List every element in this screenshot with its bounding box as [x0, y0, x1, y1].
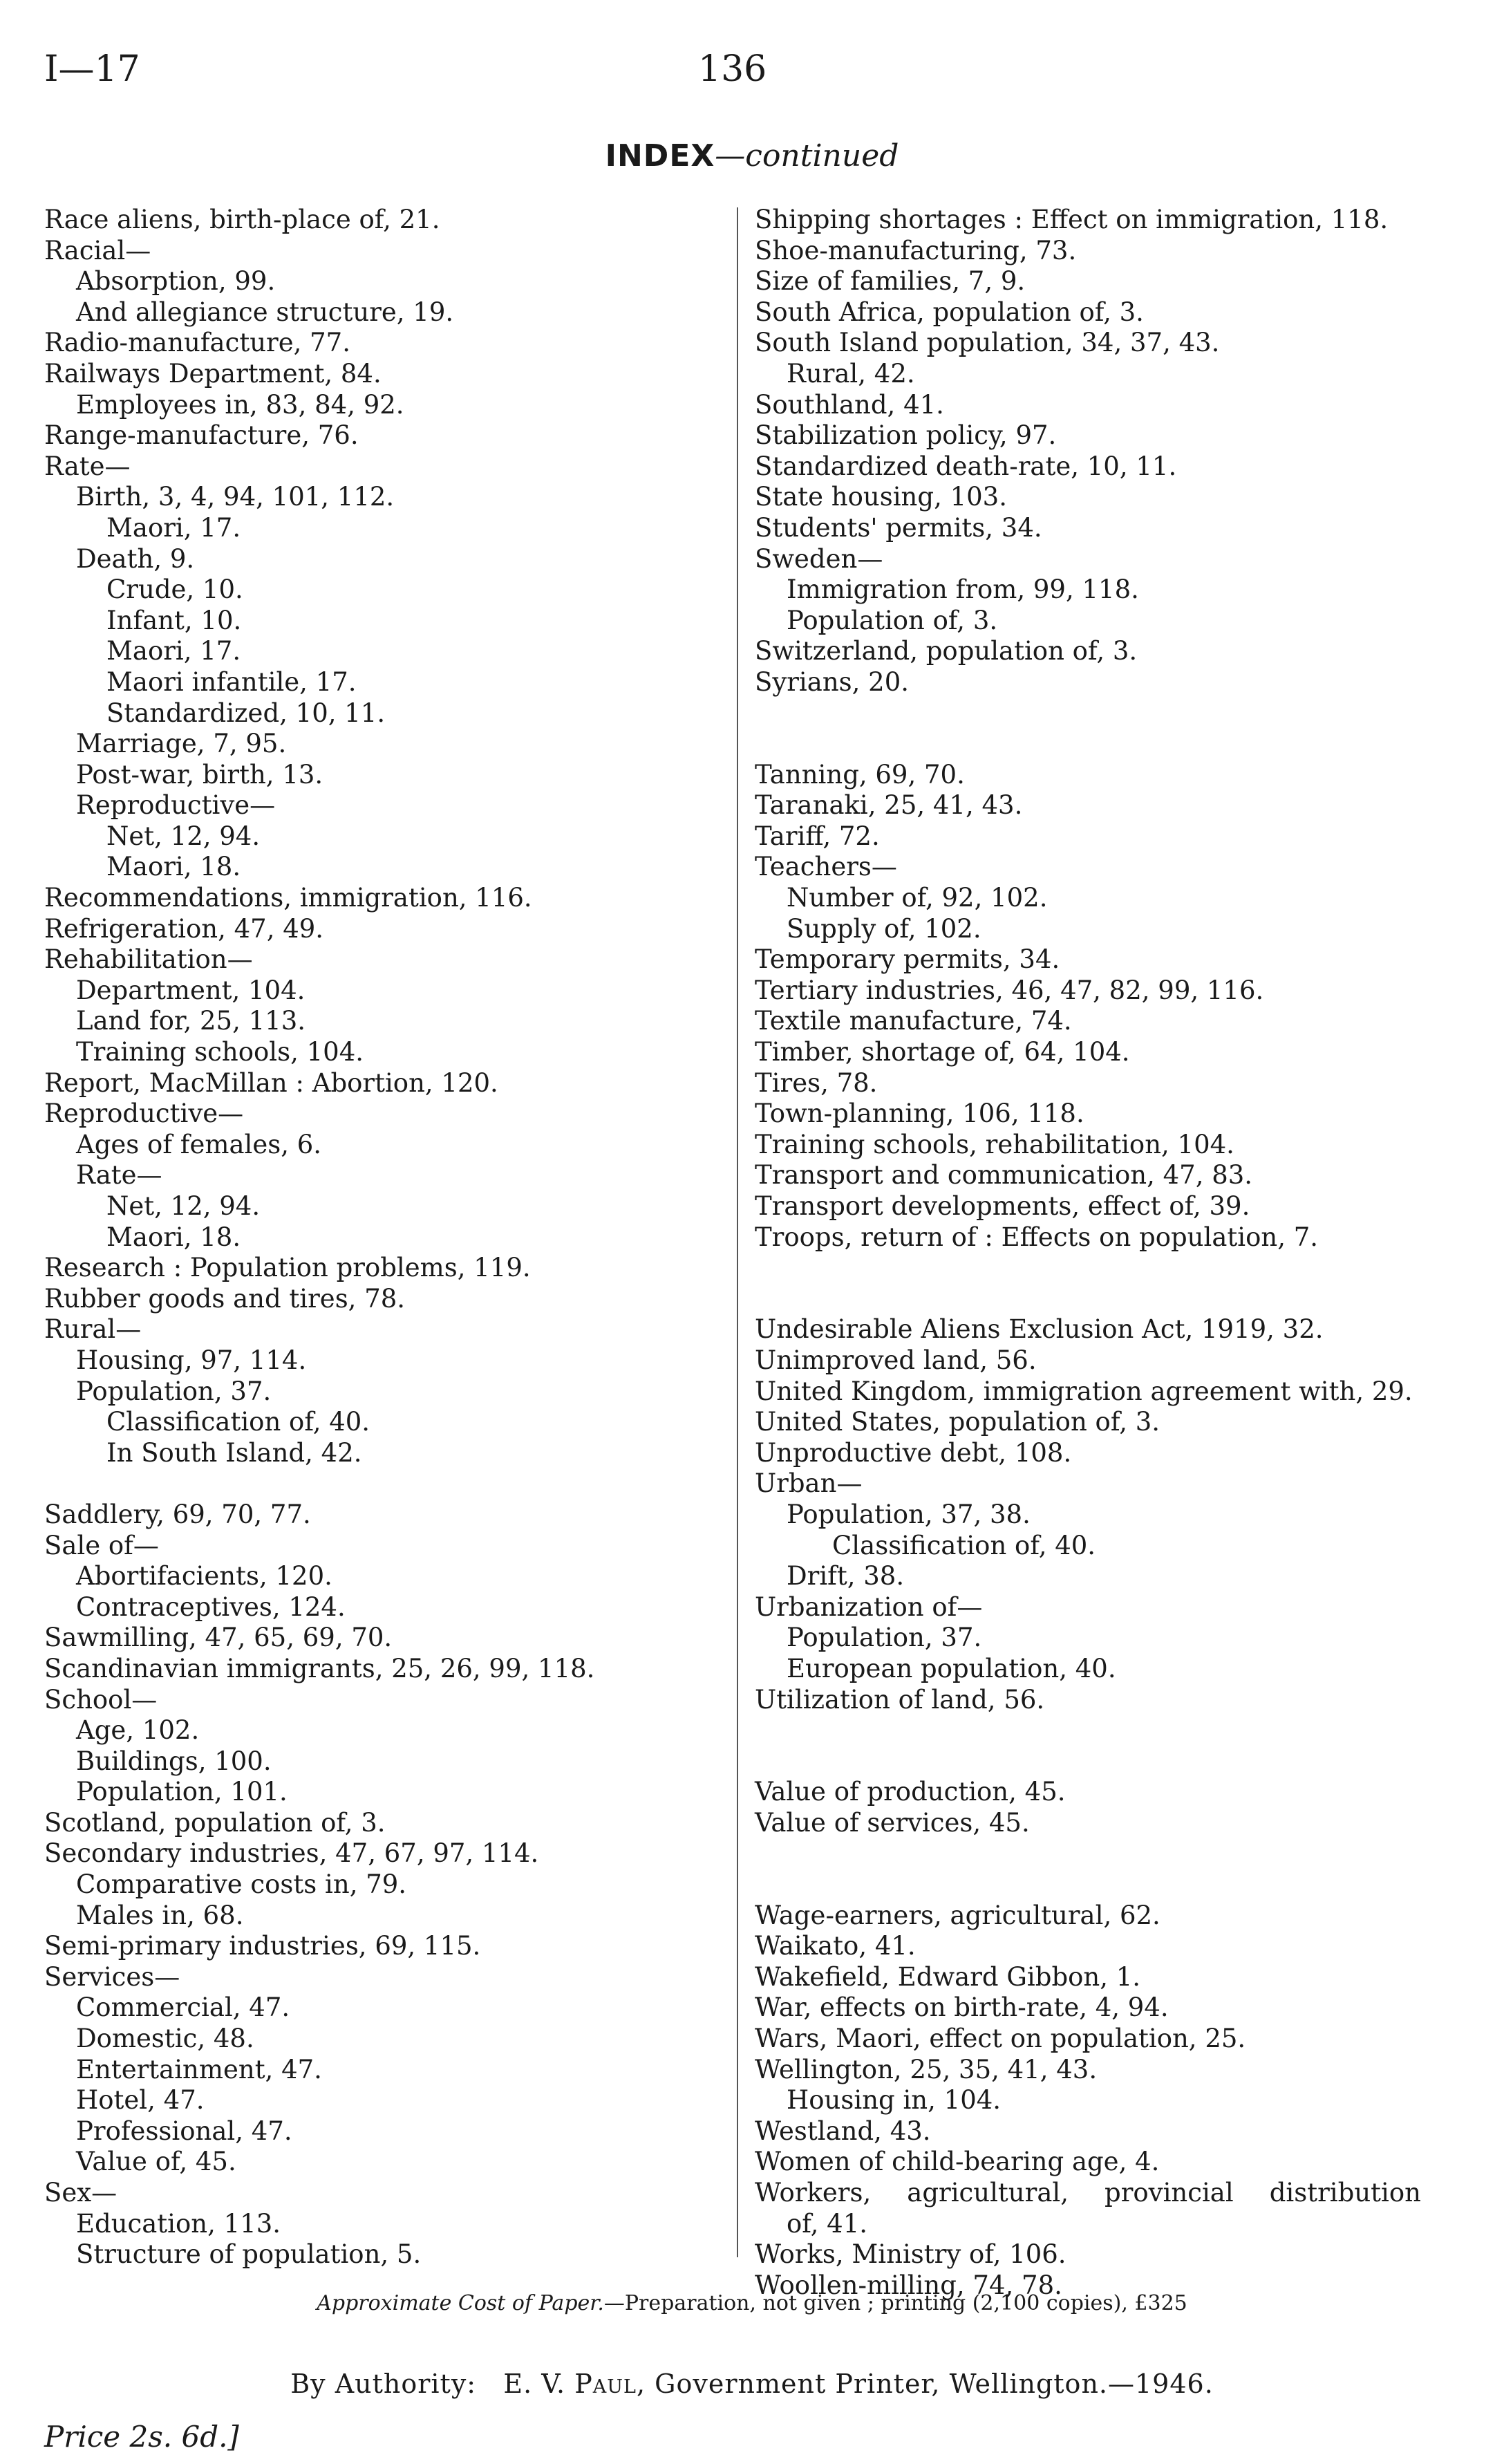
price-label: Price 2s. 6d.]: [44, 2420, 239, 2454]
index-entry: School—: [44, 1684, 158, 1715]
index-subentry: of, 41.: [787, 2208, 868, 2239]
index-subentry: Commercial, 47.: [76, 1992, 290, 2023]
index-entry: Taranaki, 25, 41, 43.: [755, 790, 1023, 821]
index-entry: Size of families, 7, 9.: [755, 266, 1026, 297]
index-entry: Sex—: [44, 2178, 118, 2208]
index-subentry: Drift, 38.: [787, 1561, 905, 1592]
index-subentry: Number of, 92, 102.: [787, 883, 1048, 913]
index-entry: Urban—: [755, 1468, 863, 1499]
printer-initials: E. V.: [503, 2369, 566, 2399]
index-subentry: Entertainment, 47.: [76, 2054, 322, 2084]
index-entry: Value of services, 45.: [755, 1807, 1030, 1838]
index-subentry: Population of, 3.: [787, 605, 998, 635]
index-subentry: Immigration from, 99, 118.: [787, 575, 1139, 605]
index-entry: Urbanization of—: [755, 1592, 983, 1622]
index-subentry: Education, 113.: [76, 2208, 281, 2239]
index-subentry: Population, 37, 38.: [787, 1499, 1031, 1529]
page-number: 136: [698, 48, 767, 90]
index-subentry: In South Island, 42.: [106, 1437, 362, 1468]
index-subentry: Supply of, 102.: [787, 913, 981, 944]
index-subentry: Net, 12, 94.: [106, 1191, 261, 1221]
index-entry: Tariff, 72.: [755, 821, 880, 851]
index-entry: Works, Ministry of, 106.: [755, 2239, 1066, 2270]
index-entry: Troops, return of : Effects on population, 7.: [755, 1222, 1319, 1252]
index-entry: Utilization of land, 56.: [755, 1684, 1045, 1715]
index-entry: Value of production, 45.: [755, 1777, 1066, 1807]
justified-word: Workers,: [755, 2178, 872, 2208]
index-subentry: Rural, 42.: [787, 358, 915, 389]
section-gap: [755, 729, 1432, 760]
section-gap: [755, 1715, 1432, 1746]
printer-surname: Paul: [574, 2369, 637, 2399]
index-entry: Race aliens, birth-place of, 21.: [44, 205, 440, 234]
index-entry: War, effects on birth-rate, 4, 94.: [755, 1992, 1169, 2023]
index-subentry: Hotel, 47.: [76, 2085, 205, 2116]
index-subentry: Contraceptives, 124.: [76, 1592, 346, 1622]
index-entry: Wakefield, Edward Gibbon, 1.: [755, 1961, 1141, 1992]
index-subentry: Maori, 17.: [106, 512, 241, 543]
index-entry: Sale of—: [44, 1530, 159, 1560]
index-entry: Waikato, 41.: [755, 1931, 916, 1961]
index-subentry: Absorption, 99.: [76, 266, 276, 297]
index-entry: Syrians, 20.: [755, 666, 910, 697]
index-subentry: Infant, 10.: [106, 605, 242, 635]
cost-label: Approximate Cost of Paper.: [317, 2291, 604, 2315]
index-subentry: Standardized, 10, 11.: [106, 698, 386, 728]
index-entry: Shoe-manufacturing, 73.: [755, 235, 1077, 265]
cost-text: —Preparation, not given ; printing (2,100 copies), £325: [603, 2291, 1187, 2315]
index-entry: South Africa, population of, 3.: [755, 297, 1144, 327]
index-entry: Tires, 78.: [755, 1067, 878, 1098]
document-code: I—17: [44, 48, 140, 90]
index-entry: Temporary permits, 34.: [755, 944, 1060, 975]
index-column-left: [44, 205, 722, 2270]
index-entry: State housing, 103.: [755, 482, 1007, 512]
index-entry: United Kingdom, immigration agreement with, 29.: [755, 1376, 1413, 1406]
index-entry: Refrigeration, 47, 49.: [44, 913, 324, 944]
index-entry: Undesirable Aliens Exclusion Act, 1919, 32.: [755, 1314, 1324, 1345]
index-entry: Shipping shortages : Effect on immigration, 118.: [755, 205, 1389, 234]
index-entry: Westland, 43.: [755, 2116, 931, 2146]
index-entry: Range-manufacture, 76.: [44, 420, 359, 451]
index-entry: Timber, shortage of, 64, 104.: [755, 1037, 1130, 1067]
index-entry: Sawmilling, 47, 65, 69, 70.: [44, 1623, 393, 1653]
index-entry: [755, 2178, 1432, 2209]
index-subentry: Death, 9.: [76, 543, 195, 574]
index-subentry: Population, 101.: [76, 1777, 288, 1807]
index-subentry: And allegiance structure, 19.: [76, 297, 454, 327]
index-entry: Saddlery, 69, 70, 77.: [44, 1499, 311, 1529]
index-subentry: Employees in, 83, 84, 92.: [76, 389, 404, 420]
index-entry: Rubber goods and tires, 78.: [44, 1283, 406, 1314]
index-subentry: Classification of, 40.: [106, 1407, 370, 1437]
index-entry: Report, MacMillan : Abortion, 120.: [44, 1067, 498, 1098]
index-entry: United States, population of, 3.: [755, 1407, 1160, 1437]
section-gap: [755, 1869, 1432, 1901]
index-subentry: Housing, 97, 114.: [76, 1345, 307, 1375]
index-subentry: Maori, 18.: [106, 1222, 241, 1252]
index-entry: Rate—: [44, 451, 131, 481]
index-entry: Semi-primary industries, 69, 115.: [44, 1931, 481, 1961]
index-entry: Wellington, 25, 35, 41, 43.: [755, 2054, 1098, 2084]
section-gap: [755, 698, 1432, 729]
index-subentry: Housing in, 104.: [787, 2085, 1002, 2116]
index-entry: Services—: [44, 1961, 180, 1992]
index-entry: Racial—: [44, 235, 151, 265]
index-subentry: Training schools, 104.: [76, 1037, 364, 1067]
column-divider: [737, 207, 738, 2257]
index-entry: South Island population, 34, 37, 43.: [755, 328, 1220, 358]
index-subentry: Post-war, birth, 13.: [76, 759, 323, 790]
authority-prefix: By Authority:: [290, 2369, 477, 2399]
index-entry: Textile manufacture, 74.: [755, 1006, 1072, 1036]
index-entry: Students' permits, 34.: [755, 512, 1042, 543]
index-subentry: Structure of population, 5.: [76, 2239, 422, 2270]
index-entry: Southland, 41.: [755, 389, 944, 420]
section-gap: [755, 1746, 1432, 1777]
index-subentry: Birth, 3, 4, 94, 101, 112.: [76, 482, 395, 512]
section-gap: [755, 1838, 1432, 1869]
index-subentry: Abortifacients, 120.: [76, 1561, 332, 1592]
justified-word: provincial: [1104, 2178, 1234, 2208]
index-entry: Unimproved land, 56.: [755, 1345, 1037, 1375]
index-subentry: Maori infantile, 17.: [106, 666, 357, 697]
index-entry: Rural—: [44, 1314, 142, 1345]
index-subentry: Age, 102.: [76, 1715, 200, 1746]
index-heading: [0, 138, 1504, 174]
index-entry: Sweden—: [755, 543, 883, 574]
index-subentry: European population, 40.: [787, 1653, 1116, 1683]
index-entry: Secondary industries, 47, 67, 97, 114.: [44, 1838, 539, 1869]
index-subentry: Rate—: [76, 1160, 162, 1191]
index-subentry: Crude, 10.: [106, 575, 243, 605]
index-title: INDEX: [605, 138, 715, 174]
index-entry: Training schools, rehabilitation, 104.: [755, 1129, 1234, 1159]
index-entry: Transport developments, effect of, 39.: [755, 1191, 1250, 1221]
index-entry: Radio-manufacture, 77.: [44, 328, 350, 358]
index-subentry: Professional, 47.: [76, 2116, 292, 2146]
index-entry: Wars, Maori, effect on population, 25.: [755, 2024, 1246, 2054]
index-entry: Railways Department, 84.: [44, 358, 382, 389]
section-gap: [44, 1468, 722, 1500]
index-subentry: Net, 12, 94.: [106, 821, 261, 851]
index-subentry: Classification of, 40.: [832, 1530, 1096, 1560]
index-entry: Woollen-milling, 74, 78.: [755, 2270, 1062, 2300]
index-subentry: Ages of females, 6.: [76, 1129, 322, 1159]
index-column-right: [755, 205, 1432, 2301]
index-entry: Recommendations, immigration, 116.: [44, 883, 532, 913]
index-entry: Research : Population problems, 119.: [44, 1253, 531, 1283]
index-subentry: Domestic, 48.: [76, 2024, 254, 2054]
index-entry: Transport and communication, 47, 83.: [755, 1160, 1253, 1191]
index-subentry: Males in, 68.: [76, 1900, 244, 1930]
index-subentry: Department, 104.: [76, 975, 306, 1005]
index-subentry: Population, 37.: [76, 1376, 272, 1406]
index-entry: Unproductive debt, 108.: [755, 1437, 1072, 1468]
index-entry: Wage-earners, agricultural, 62.: [755, 1900, 1160, 1930]
index-subentry: Maori, 17.: [106, 636, 241, 666]
justified-word: distribution: [1269, 2178, 1421, 2208]
index-entry: Scotland, population of, 3.: [44, 1807, 386, 1838]
index-subentry: Comparative costs in, 79.: [76, 1869, 407, 1900]
justified-word: agricultural,: [907, 2178, 1069, 2208]
index-subentry: Population, 37.: [787, 1623, 982, 1653]
index-entry: Tertiary industries, 46, 47, 82, 99, 116.: [755, 975, 1264, 1005]
section-gap: [755, 1284, 1432, 1315]
index-subentry: Maori, 18.: [106, 852, 241, 882]
index-entry: Teachers—: [755, 852, 897, 882]
index-entry: Women of child-bearing age, 4.: [755, 2147, 1160, 2177]
index-title-suffix: —continued: [715, 138, 899, 174]
section-gap: [755, 1253, 1432, 1284]
index-subentry: Marriage, 7, 95.: [76, 729, 287, 759]
index-subentry: Reproductive—: [76, 790, 276, 821]
index-subentry: Value of, 45.: [76, 2147, 236, 2177]
cost-footnote: [0, 2291, 1504, 2315]
index-entry: Reproductive—: [44, 1099, 244, 1129]
authority-suffix: , Government Printer, Wellington.—1946.: [636, 2369, 1214, 2399]
index-entry: Standardized death-rate, 10, 11.: [755, 451, 1177, 481]
index-entry: Tanning, 69, 70.: [755, 759, 965, 790]
index-entry: Rehabilitation—: [44, 944, 253, 975]
index-subentry: Land for, 25, 113.: [76, 1006, 306, 1036]
index-entry: Scandinavian immigrants, 25, 26, 99, 118.: [44, 1653, 595, 1683]
index-entry: Stabilization policy, 97.: [755, 420, 1057, 451]
printer-imprint: [0, 2369, 1504, 2399]
index-entry: Switzerland, population of, 3.: [755, 636, 1138, 666]
index-subentry: Buildings, 100.: [76, 1746, 272, 1776]
index-entry: Town-planning, 106, 118.: [755, 1099, 1084, 1129]
